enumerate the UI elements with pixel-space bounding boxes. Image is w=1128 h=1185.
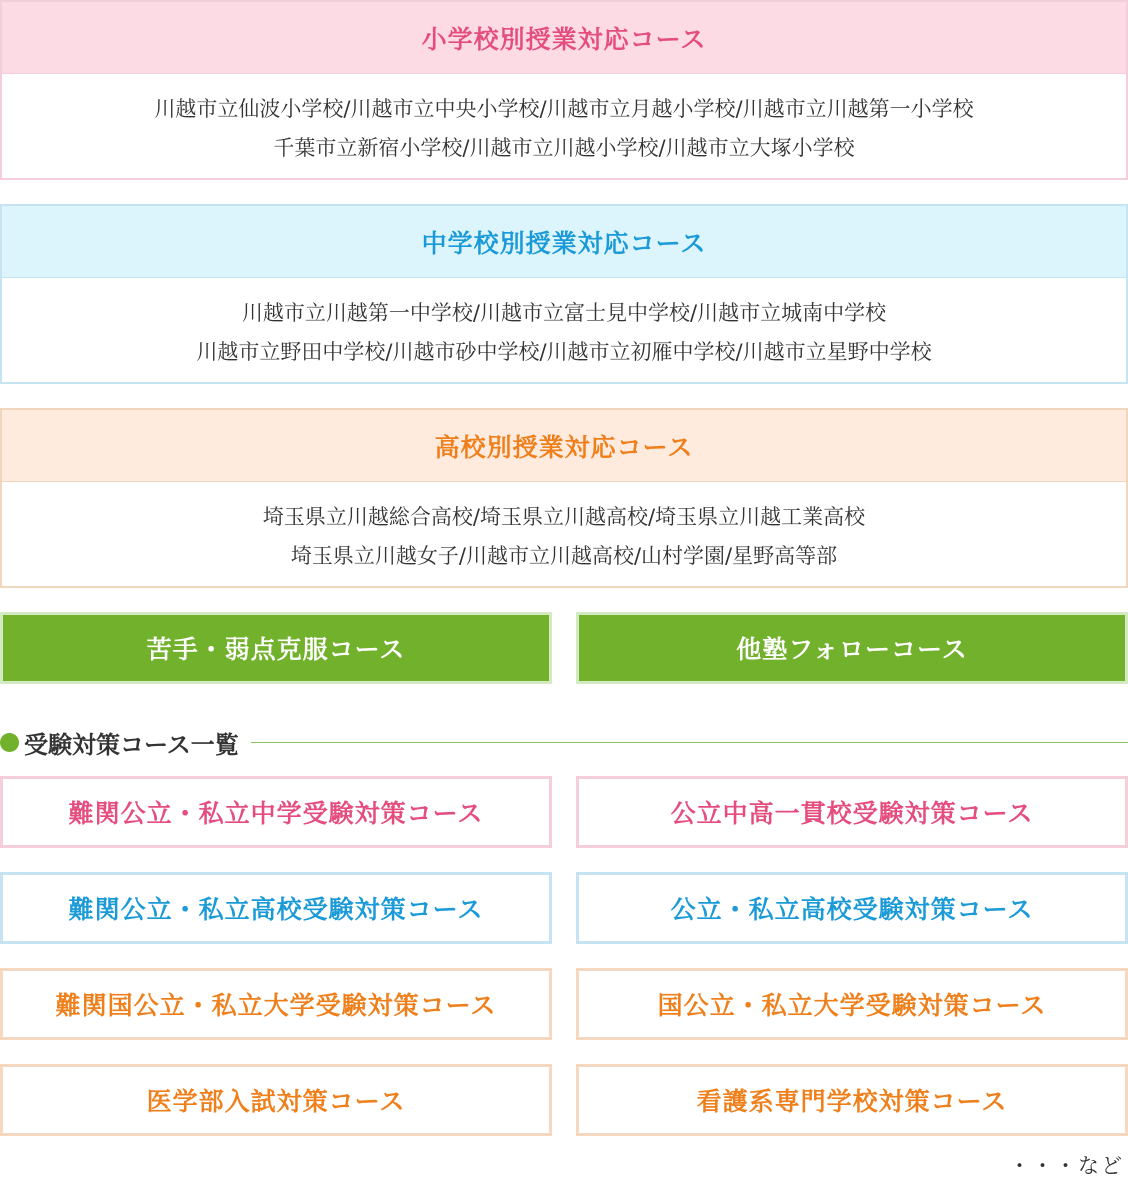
high-course-panel (0, 408, 1128, 588)
bullet-dot-icon (0, 733, 19, 752)
elementary-school-list (2, 74, 1126, 168)
middle-school-list (2, 278, 1126, 372)
medical-school-exam-button[interactable]: 医学部入試対策コース (0, 1064, 552, 1136)
integrated-school-exam-button[interactable]: 公立中高一貫校受験対策コース (576, 776, 1128, 848)
university-exam-hard-button[interactable]: 難関国公立・私立大学受験対策コース (0, 968, 552, 1040)
junior-high-exam-hard-button[interactable]: 難関公立・私立中学受験対策コース (0, 776, 552, 848)
middle-course-panel (0, 204, 1128, 384)
high-school-list (2, 482, 1126, 576)
school-list-line: 川越市立仙波小学校/川越市立中央小学校/川越市立月越小学校/川越市立川越第一小学校 (154, 97, 974, 121)
university-exam-button[interactable]: 国公立・私立大学受験対策コース (576, 968, 1128, 1040)
high-school-exam-button[interactable]: 公立・私立高校受験対策コース (576, 872, 1128, 944)
school-list-line: 川越市立川越第一中学校/川越市立富士見中学校/川越市立城南中学校 (241, 301, 887, 325)
divider (251, 742, 1128, 743)
elementary-course-title[interactable]: 小学校別授業対応コース (2, 2, 1126, 74)
school-list-line: 川越市立野田中学校/川越市砂中学校/川越市立初雁中学校/川越市立星野中学校 (196, 340, 932, 364)
weakness-course-button[interactable]: 苦手・弱点克服コース (0, 612, 552, 684)
other-school-follow-button[interactable]: 他塾フォローコース (576, 612, 1128, 684)
school-list-line: 埼玉県立川越女子/川越市立川越高校/山村学園/星野高等部 (290, 544, 838, 568)
middle-course-title[interactable]: 中学校別授業対応コース (2, 206, 1126, 278)
exam-section-heading (0, 726, 1128, 758)
school-list-line: 千葉市立新宿小学校/川越市立川越小学校/川越市立大塚小学校 (273, 136, 855, 160)
school-list-line: 埼玉県立川越総合高校/埼玉県立川越高校/埼玉県立川越工業高校 (262, 505, 866, 529)
elementary-course-panel (0, 0, 1128, 180)
high-course-title[interactable]: 高校別授業対応コース (2, 410, 1126, 482)
high-school-exam-hard-button[interactable]: 難関公立・私立高校受験対策コース (0, 872, 552, 944)
nursing-school-exam-button[interactable]: 看護系専門学校対策コース (576, 1064, 1128, 1136)
etc-note: ・・・など (1009, 1154, 1124, 1178)
exam-section-title: 受験対策コース一覧 (24, 730, 239, 759)
